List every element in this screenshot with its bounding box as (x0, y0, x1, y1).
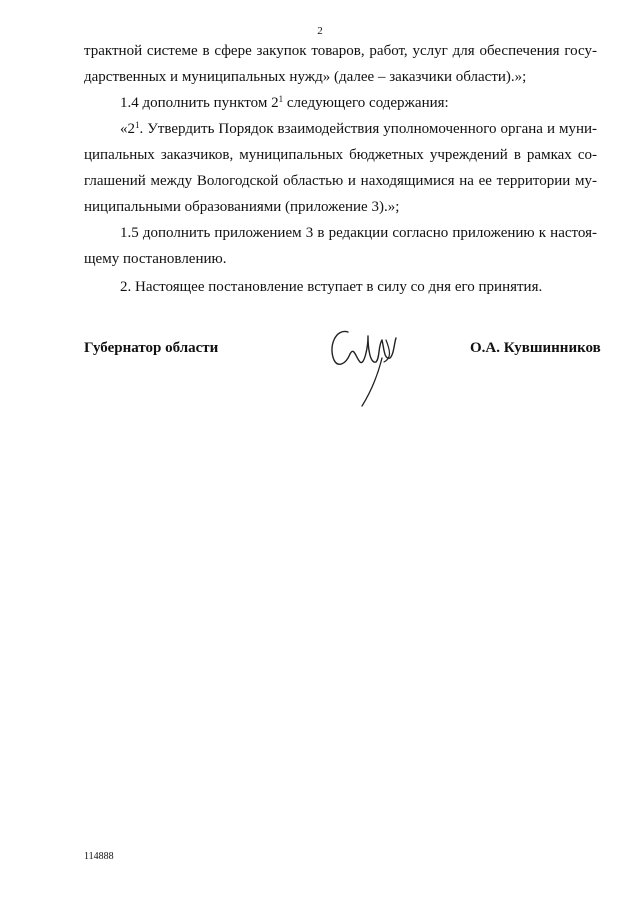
paragraph-line: дарственных и муниципальных нужд» (далее – заказчики области).»; (84, 69, 527, 85)
paragraph-line: глашений между Вологодской областью и находящимися на ее территории му- (84, 173, 597, 189)
page-number: 2 (317, 25, 323, 37)
text-fragment: . Утвердить Порядок взаимодействия уполномоченного органа и муни- (139, 121, 597, 137)
text-fragment: следующего содержания: (283, 95, 449, 111)
paragraph-item-1-5: 1.5 дополнить приложением 3 в редакции согласно приложению к настоя- (120, 225, 597, 241)
paragraph-line: трактной системе в сфере закупок товаров, работ, услуг для обеспечения госу- (84, 43, 597, 59)
paragraph-line: ниципальными образованиями (приложение 3).»; (84, 199, 400, 215)
paragraph-quote-line (120, 116, 597, 142)
paragraph-item-2: 2. Настоящее постановление вступает в силу со дня его принятия. (120, 279, 543, 295)
paragraph-line: ципальных заказчиков, муниципальных бюджетных учреждений в рамках со- (84, 147, 597, 163)
handwritten-signature (320, 318, 410, 410)
text-fragment: 1.4 дополнить пунктом 2 (120, 95, 279, 111)
signatory-title: Губернатор области (84, 340, 219, 356)
paragraph-line: щему постановлению. (84, 251, 227, 267)
document-code: 114888 (84, 851, 114, 862)
superscript: 1 (278, 94, 284, 104)
superscript: 1 (135, 120, 140, 130)
paragraph-item-1-4 (120, 90, 597, 116)
signatory-name: О.А. Кувшинников (470, 340, 601, 356)
text-fragment: «2 (120, 121, 135, 137)
